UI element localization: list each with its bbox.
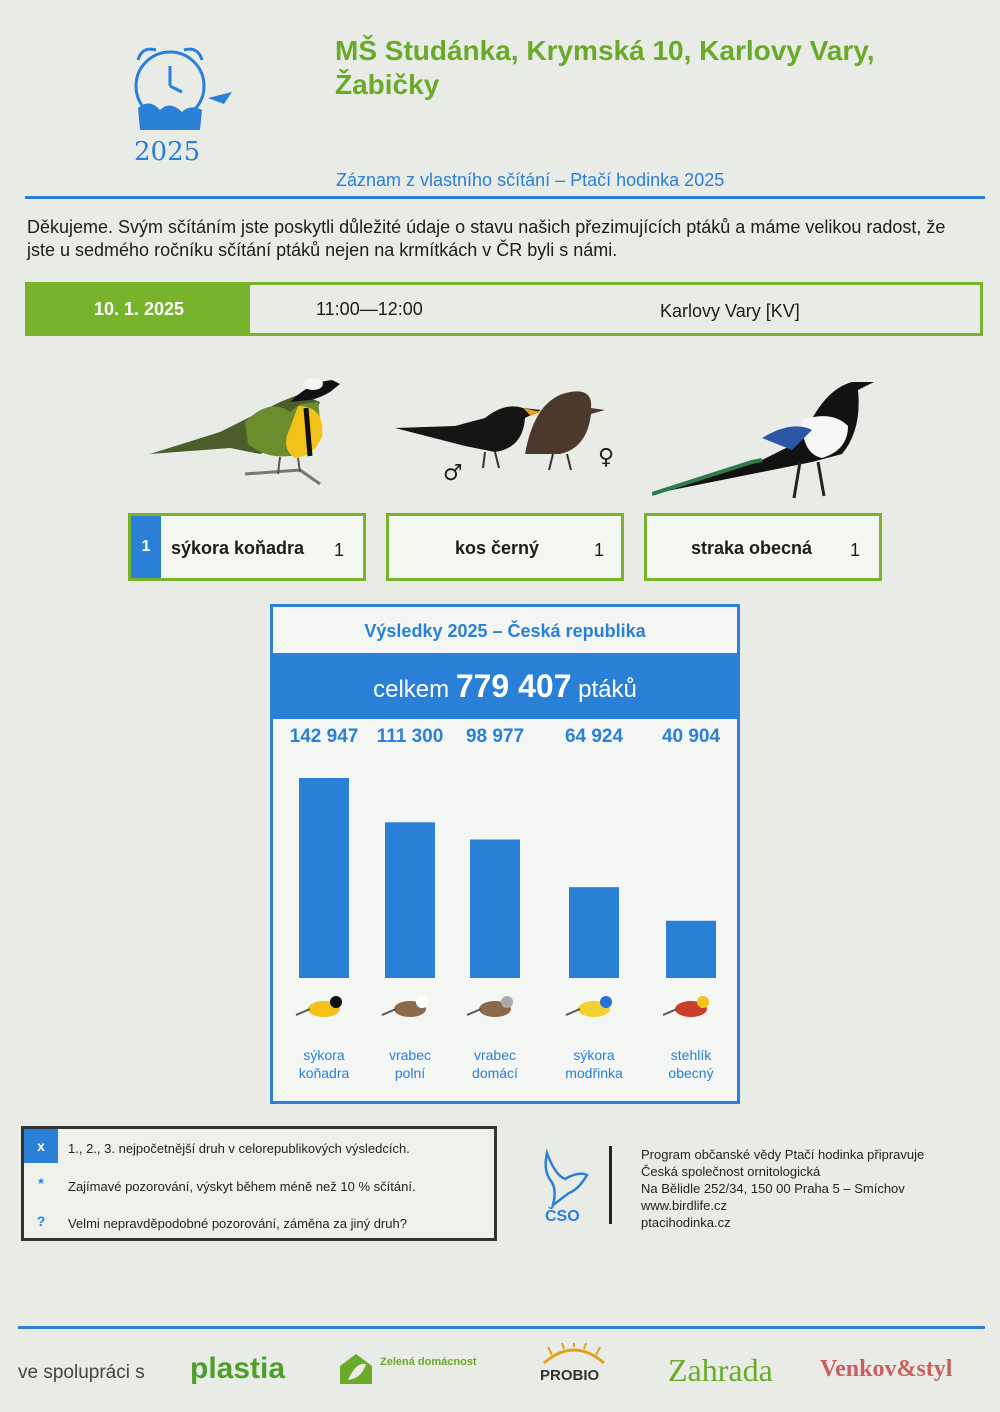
bar-0 [299, 778, 349, 978]
header-divider [25, 196, 985, 199]
intro-text: Děkujeme. Svým sčítáním jste poskytli důležité údaje o stavu našich přezimujících ptáků a máme velikou radost, že jste u sedmého ročníku sčítání ptáků nejen na krmítkách v ČR byli s námi. [27, 217, 946, 260]
species-bird-icon [566, 996, 612, 1017]
legend-box [21, 1126, 497, 1241]
category-label: stehlík [670, 1047, 712, 1063]
organization-info [641, 1146, 924, 1231]
bar-value-label: 142 947 [289, 726, 359, 747]
org-line: Program občanské vědy Ptačí hodinka připravuje [641, 1147, 925, 1162]
magpie-icon [652, 370, 882, 502]
bar-4 [666, 921, 716, 978]
category-label: modřinka [565, 1065, 623, 1081]
school-title: MŠ Studánka, Krymská 10, Karlovy Vary, Žabičky [335, 35, 875, 100]
cso-divider [609, 1146, 612, 1224]
category-label: sýkora [303, 1047, 345, 1063]
org-line: Na Bělidle 252/34, 150 00 Praha 5 – Smíchov [641, 1181, 905, 1196]
leaf-house-icon [336, 1350, 376, 1386]
zelena-text: Zelená domácnost [380, 1356, 477, 1368]
legend-symbol-unlikely: ? [36, 1213, 46, 1229]
bar-value-label: 64 924 [564, 726, 624, 747]
category-label: polní [394, 1065, 426, 1081]
logo-year: 2025 [134, 137, 201, 167]
count-place: Karlovy Vary [KV] [660, 301, 800, 321]
bar-2 [470, 840, 520, 978]
bar-value-label: 40 904 [661, 726, 721, 747]
partner-zelena-domacnost-logo [336, 1350, 496, 1386]
footer-divider [18, 1326, 985, 1329]
record-subtitle: Záznam z vlastního sčítání – Ptačí hodinka 2025 [336, 170, 725, 190]
partners-lead: ve spolupráci s [18, 1362, 145, 1383]
count-date: 10. 1. 2025 [28, 285, 250, 333]
legend-symbol-top3: x [24, 1129, 58, 1163]
bar-value-label: 98 977 [465, 726, 525, 747]
results-bar-chart [273, 719, 737, 1101]
species-box-great-tit [128, 513, 366, 581]
species-name: sýkora koňadra [171, 538, 305, 558]
species-count: 1 [594, 540, 605, 560]
sun-rays-icon [538, 1343, 610, 1365]
bar-1 [385, 822, 435, 978]
total-suffix: ptáků [578, 676, 637, 703]
category-label: vrabec [388, 1047, 432, 1063]
species-bird-icon [467, 996, 513, 1017]
category-label: vrabec [473, 1047, 517, 1063]
partner-plastia-logo: plastia [190, 1352, 286, 1385]
rank-marker: 1 [131, 516, 161, 578]
legend-text-interesting: Zajímavé pozorování, výskyt během méně než 10 % sčítání. [68, 1179, 416, 1194]
legend-symbol-interesting: * [38, 1175, 44, 1191]
bar-value-label: 111 300 [376, 726, 444, 747]
male-symbol: ♂ [443, 461, 463, 483]
total-value: 779 407 [455, 668, 572, 704]
species-bird-icon [296, 996, 342, 1017]
category-label: sýkora [573, 1047, 615, 1063]
probio-text: PROBIO [540, 1367, 600, 1384]
species-count: 1 [334, 540, 345, 560]
great-tit-icon [150, 362, 350, 497]
org-link[interactable]: www.birdlife.cz [641, 1198, 727, 1213]
count-time: 11:00—12:00 [316, 299, 423, 319]
legend-text-unlikely: Velmi nepravděpodobné pozorování, záměna za jiný druh? [68, 1216, 407, 1231]
species-count: 1 [850, 540, 861, 560]
results-total-band [273, 653, 737, 719]
partner-probio-logo [538, 1343, 610, 1395]
species-bird-icon [382, 996, 428, 1017]
category-label: koňadra [298, 1065, 350, 1081]
national-results-panel [270, 604, 740, 1104]
partner-zahrada-logo: Zahrada [668, 1352, 773, 1388]
partner-venkov-styl-logo: Venkov&styl [820, 1356, 953, 1382]
species-bird-icon [663, 996, 709, 1017]
cso-logo-text: ČSO [545, 1208, 580, 1225]
total-prefix: celkem [373, 676, 450, 703]
results-title: Výsledky 2025 – Česká republika [364, 621, 646, 641]
cso-logo [535, 1145, 595, 1225]
org-line: Česká společnost ornitologická [641, 1164, 821, 1179]
species-name: kos černý [455, 538, 540, 558]
org-link[interactable]: ptacihodinka.cz [641, 1215, 731, 1230]
legend-text-top3: 1., 2., 3. nejpočetnější druh v celorepublikových výsledcích. [68, 1141, 410, 1156]
count-info-bar [25, 282, 983, 336]
category-label: domácí [472, 1065, 518, 1081]
ptaci-hodinka-logo [120, 38, 250, 168]
species-box-blackbird [386, 513, 624, 581]
category-label: obecný [668, 1065, 714, 1081]
bar-3 [569, 887, 619, 978]
female-symbol: ♀ [598, 445, 615, 470]
species-name: straka obecná [691, 538, 813, 558]
blackbird-icon [395, 388, 625, 483]
species-box-magpie [644, 513, 882, 581]
